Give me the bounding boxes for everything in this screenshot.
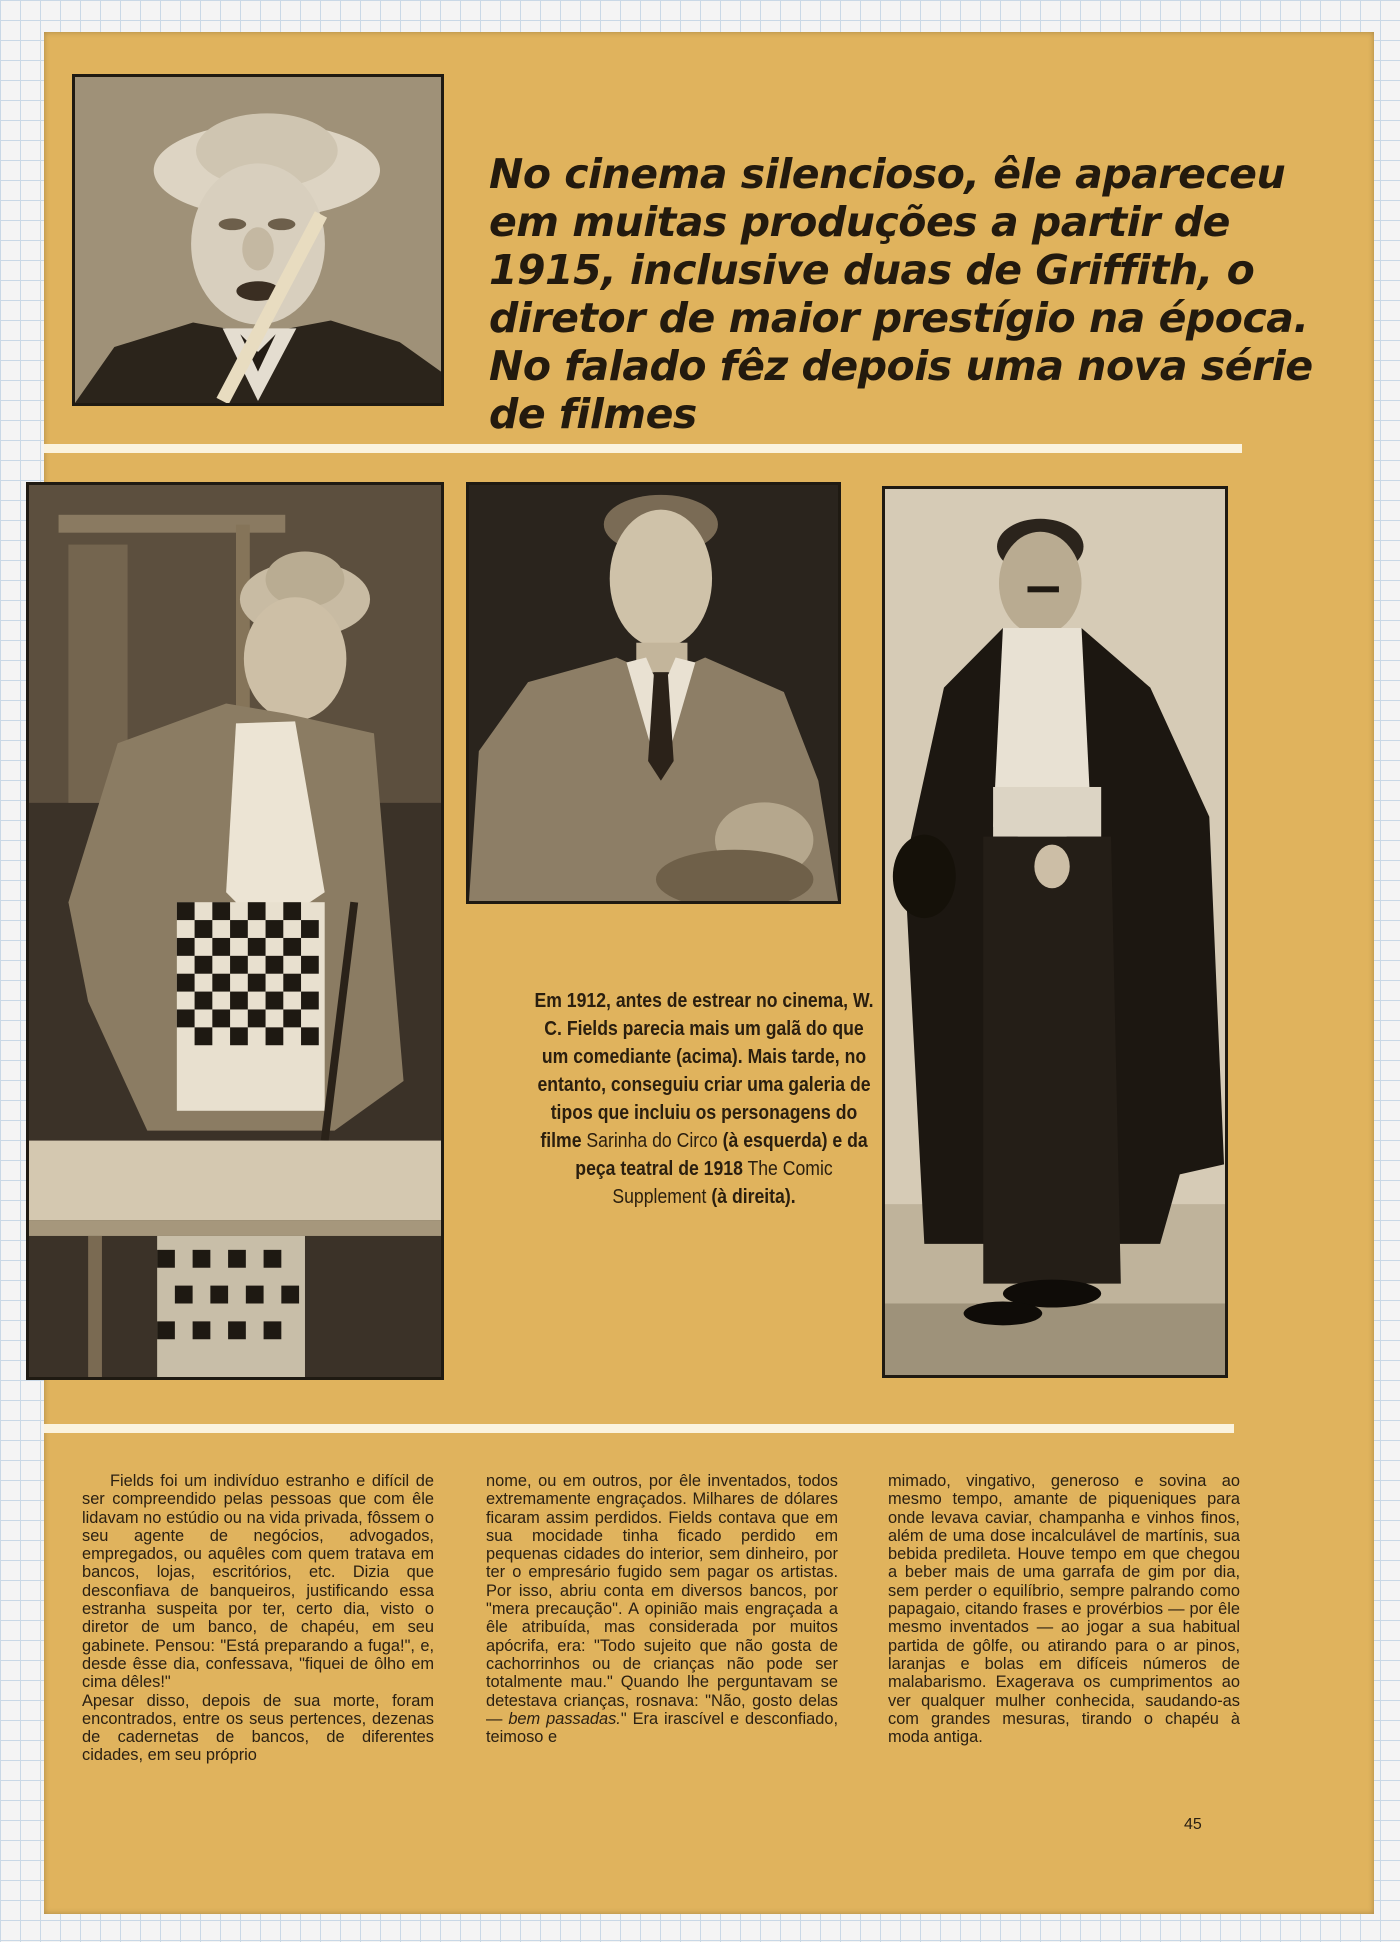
col1-paragraph-1: Fields foi um indivíduo estranho e difícil de ser compreendido pelas pessoas que com êle lidavam no estúdio ou na vida privada, fôssem o seu agente de negócios, advogados, empregados, ou aquêles com quem tratava em bancos, lojas, escritórios, etc. Dizia que desconfiava de banqueiros, justificando essa estranha suspeita por ter, certo dia, visto o diretor de um banco, de chapéu, em seu gabinete. Pensou: "Está preparando a fuga!", e, desde êsse dia, confessava, "fiquei de ôlho em cima dêles!" bbox=[82, 1472, 434, 1692]
caption-part1: Em 1912, antes de estrear no cinema, W. C. Fields parecia mais um galã do que um comediante (acima). Mais tarde, no entanto, conseguiu criar uma galeria de tipos que incluiu os personagens do filme bbox=[534, 989, 874, 1152]
headline: No cinema silencioso, êle apareceu em muitas produções a partir de 1915, inclusive duas de Griffith, o diretor de maior prestígio na época. No falado fêz depois uma nova série de filmes bbox=[489, 150, 1313, 438]
photo-fields-boater bbox=[72, 74, 444, 406]
photo-comic-supplement bbox=[882, 486, 1228, 1378]
photo-caption bbox=[532, 987, 876, 1211]
magazine-page bbox=[44, 32, 1374, 1914]
col2-emphasis: bem passadas. bbox=[508, 1709, 621, 1728]
photo-fields-1912 bbox=[466, 482, 841, 904]
bottom-divider bbox=[44, 1424, 1234, 1433]
caption-part2: (à esquerda) e da peça teatral de 1918 bbox=[575, 1129, 868, 1180]
body-column-3 bbox=[888, 1472, 1240, 1746]
caption-film-title: Sarinha do Circo bbox=[586, 1129, 718, 1152]
body-column-1 bbox=[82, 1472, 434, 1765]
caption-part3: (à direita). bbox=[711, 1185, 796, 1208]
caption-play-title: The Comic Supplement bbox=[612, 1157, 833, 1208]
page-number: 45 bbox=[1184, 1816, 1202, 1833]
col1-paragraph-2: Apesar disso, depois de sua morte, foram encontrados, entre os seus pertences, dezenas de cadernetas de bancos, de diferentes cidades, em seu próprio bbox=[82, 1691, 434, 1765]
col2-paragraph bbox=[486, 1472, 838, 1746]
col2-end: " Era irascível e desconfiado, teimoso e bbox=[486, 1709, 838, 1747]
body-column-2 bbox=[486, 1472, 838, 1746]
col3-paragraph: mimado, vingativo, generoso e sovina ao mesmo tempo, amante de piqueniques para onde levava caviar, champanha e vinhos finos, além de uma dose incalculável de martínis, sua bebida predileta. Houve tempo em que chegou a beber mais de uma garrafa de gim por dia, sem perder o equilíbrio, sempre palrando como papagaio, citando frases e provérbios — por êle mesmo inventados — ao jogar a sua habitual partida de gôlfe, ou atirando para o ar pinos, laranjas e bolas em difíceis números de malabarismo. Exagerava os cumprimentos ao ver qualquer mulher conhecida, saudando-as com grandes mesuras, tirando o chapéu à moda antiga. bbox=[888, 1472, 1240, 1747]
top-divider bbox=[44, 444, 1242, 453]
photo-sarinha-do-circo bbox=[26, 482, 444, 1380]
col2-text: nome, ou em outros, por êle inventados, todos extremamente engraçados. Milhares de dólares ficaram assim perdidos. Fields contava que em sua mocidade tinha ficado perdido em pequenas cidades do interior, sem dinheiro, por ter o empresário fugido sem pagar os artistas. Por isso, abriu conta em diversos bancos, por "mera precaução". A opinião mais engraçada a êle atribuída, mas considerada por muitos apócrifa, era: "Todo sujeito que não gosta de cachorrinhos ou de crianças não pode ser totalmente mau." Quando lhe perguntavam se detestava crianças, rosnava: "Não, gosto delas — bbox=[486, 1472, 838, 1728]
